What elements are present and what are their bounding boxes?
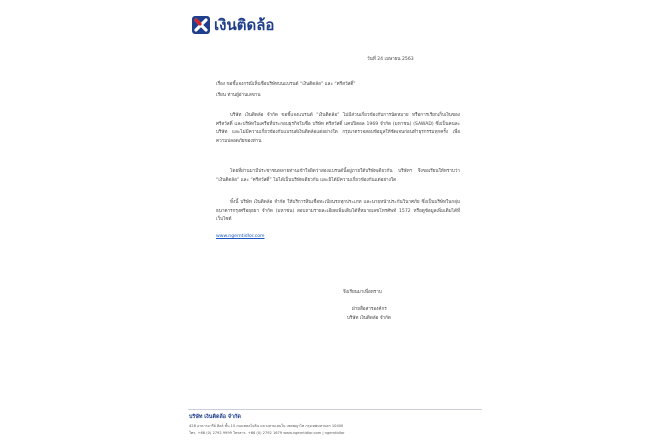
footer-contact: โทร. +66 (0) 2792 9999 โทรสาร. +66 (0) 2792 1679 www.ngerntidlor.com | ngerntidlor: [189, 431, 345, 435]
footer-address: 428 อาคารอารีย์ ฮิลล์ ชั้น 10 ถนนพหลโยธิน แขวงสามเสนใน เขตพญาไท กรุงเทพมหานคร 10400: [189, 424, 344, 428]
letter-closing-department: ฝ่ายสื่อสารองค์กร: [352, 307, 387, 312]
letter-salutation: เรียน ท่านผู้อ่านเลขาน: [216, 93, 261, 98]
letter-paragraph-2: โดยที่ผ่านมามีประชาชนหลายท่านเข้าใจผิดว่าสองแบรนด์นี้อยู่ภายใต้บริษัทเดียวกัน บริษัทฯ จึงขอเรียนให้ทราบว่า “เงินติดล้อ” และ “ศรีสวัสดิ์” ไม่ได้เป็นบริษัทเดียวกัน และมิได้มีความเกี่ยวข้องกันแต่อย่างใด: [216, 169, 460, 183]
letter-subject: เรื่อง ขอชี้แจงกรณีเห็นชื่อบริษัทบนแบรนด์ “เงินติดล้อ” และ “ศรีสวัสดิ์”: [216, 82, 356, 87]
footer-company-name: บริษัท เงินติดล้อ จำกัด: [189, 414, 241, 420]
letter-closing: จึงเรียนมาเพื่อทราบ: [343, 290, 382, 295]
letter-date: วันที่ 24 เมษายน 2563: [367, 57, 414, 62]
letter-closing-company: บริษัท เงินติดล้อ จำกัด: [347, 316, 391, 321]
logo-text: เงินติดล้อ: [214, 16, 275, 34]
website-link[interactable]: www.ngerntidlor.com: [216, 234, 265, 239]
ngern-tid-lor-logo-icon: [191, 15, 211, 35]
company-logo: [191, 14, 274, 36]
footer-divider: [188, 409, 482, 410]
letter-paragraph-1: บริษัท เงินติดล้อ จำกัด ขอชี้แจงแบรนด์ “เงินติดล้อ” ไม่มีส่วนเกี่ยวข้องกับการนัดหมาย หรือการเรียกเก็บเงินของศรีสวัสดิ์ และบริษัทในเครือที่ประกอบธุรกิจในชื่อ บริษัท ศรีสวัสดิ์ แคปปิตอล 1969 จำกัด (มหาชน) (SAWAD) ซึ่งเป็นคนละบริษัท และไม่มีความเกี่ยวข้องกับแบรนด์เงินติดล้อแต่อย่างใด กรุณาตรวจสอบข้อมูลให้ชัดเจนก่อนทำธุรกรรมทุกครั้ง เพื่อความปลอดภัยของท่าน: [216, 113, 460, 144]
letter-paragraph-3: ทั้งนี้ บริษัท เงินติดล้อ จำกัด ให้บริการสินเชื่อทะเบียนรถทุกประเภท และนายหน้าประกันวินาศภัย ซึ่งเป็นบริษัทในกลุ่มธนาคารกรุงศรีอยุธยา จำกัด (มหาชน) สอบถามรายละเอียดเพิ่มเติมได้ที่หมายเลขโทรศัพท์ 1572 หรือดูข้อมูลเพิ่มเติมได้ที่เว็บไซต์: [216, 200, 460, 223]
